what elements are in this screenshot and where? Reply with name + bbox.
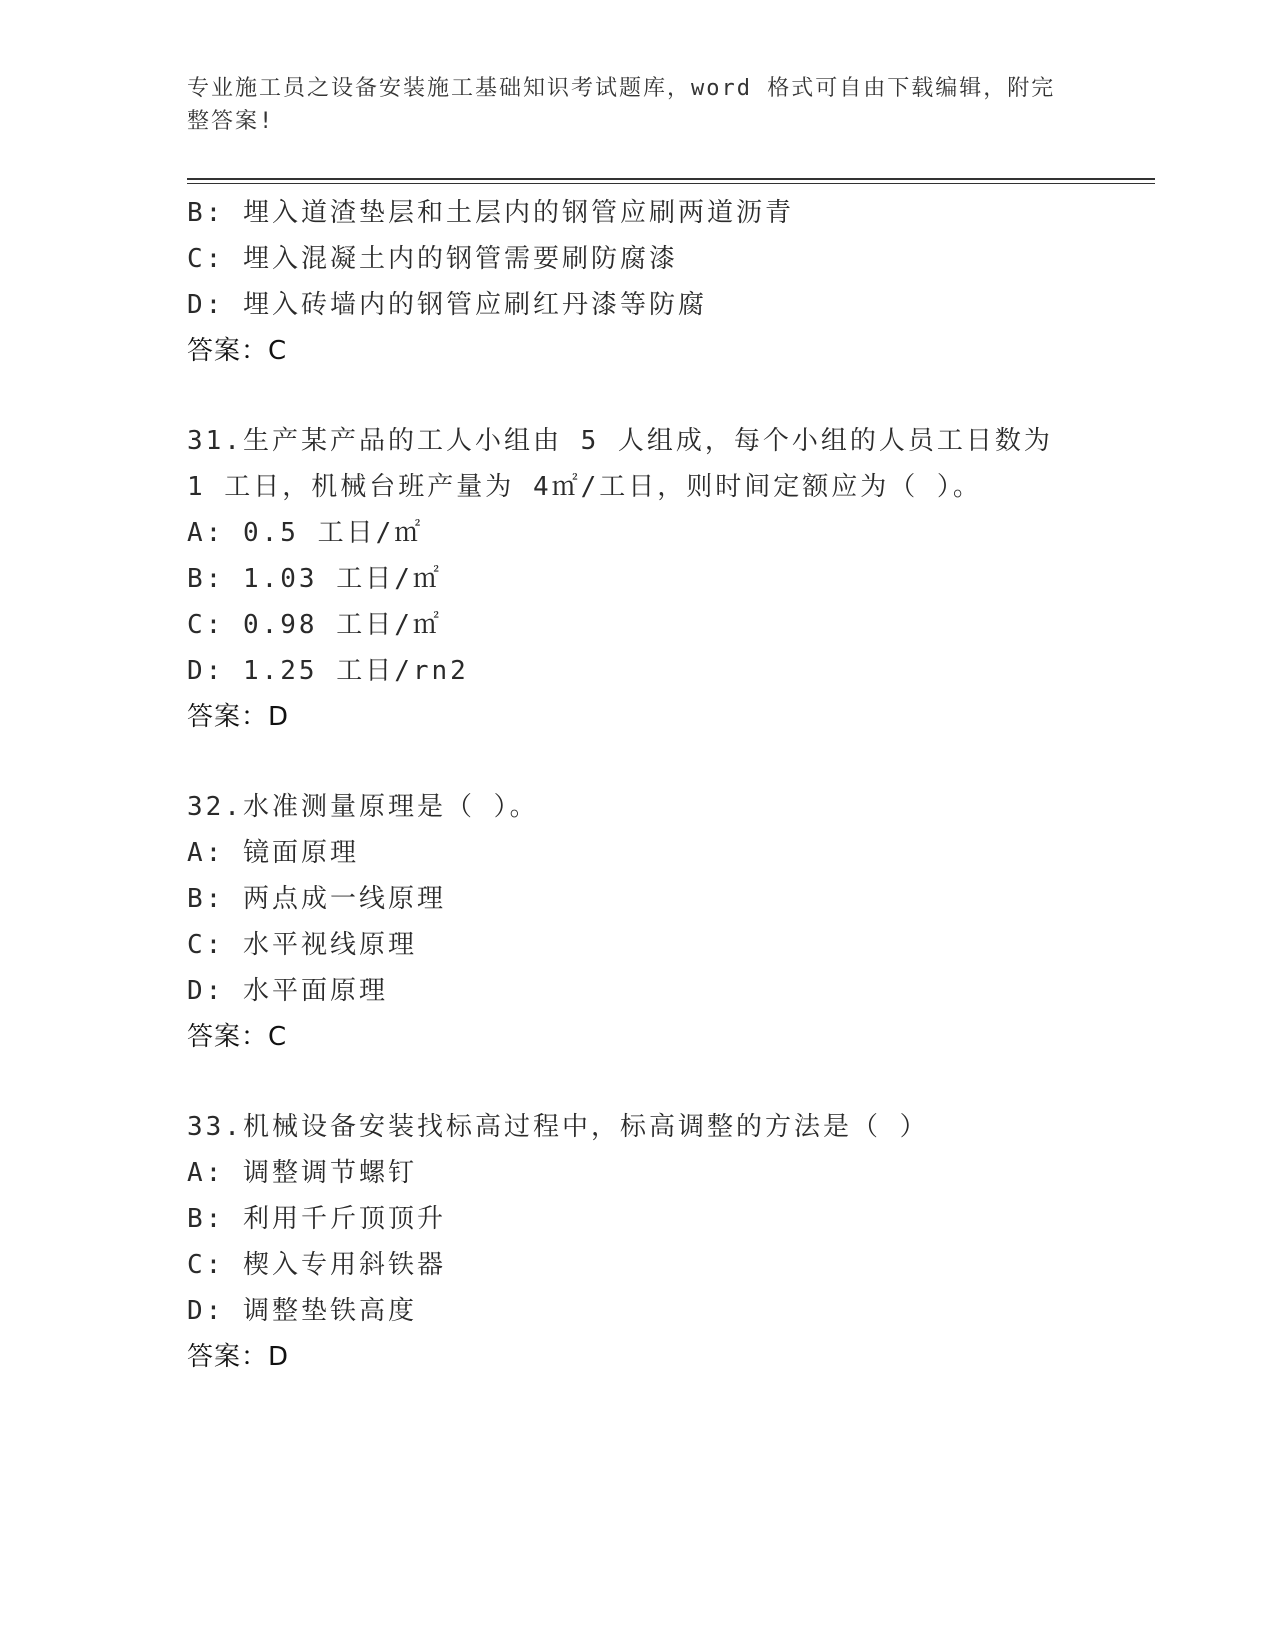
option-d: D: 水平面原理 bbox=[187, 976, 388, 1006]
option-b: B: 两点成一线原理 bbox=[187, 884, 446, 914]
answer: 答案：C bbox=[187, 1022, 288, 1052]
spacer bbox=[187, 740, 1087, 784]
option-d: D: 调整垫铁高度 bbox=[187, 1296, 417, 1326]
question-list bbox=[187, 190, 1087, 1380]
option-c: C: 埋入混凝土内的钢管需要刷防腐漆 bbox=[187, 244, 678, 274]
option-b: B: 利用千斤顶顶升 bbox=[187, 1204, 446, 1234]
question-stem: 32.水准测量原理是（ ）。 bbox=[187, 792, 539, 822]
spacer bbox=[187, 1060, 1087, 1104]
option-c: C: 0.98 工日/㎡ bbox=[187, 610, 442, 640]
question-32 bbox=[187, 784, 1087, 1060]
option-d: D: 埋入砖墙内的钢管应刷红丹漆等防腐 bbox=[187, 290, 707, 320]
question-33 bbox=[187, 1104, 1087, 1380]
option-a: A: 0.5 工日/㎡ bbox=[187, 518, 424, 548]
header-divider-thick bbox=[187, 178, 1155, 180]
option-a: A: 镜面原理 bbox=[187, 838, 359, 868]
option-b: B: 埋入道渣垫层和土层内的钢管应刷两道沥青 bbox=[187, 198, 794, 228]
spacer bbox=[187, 374, 1087, 418]
header-divider-thin bbox=[187, 183, 1155, 184]
option-c: C: 水平视线原理 bbox=[187, 930, 417, 960]
answer: 答案：D bbox=[187, 702, 290, 732]
question-stem: 31.生产某产品的工人小组由 5 人组成，每个小组的人员工日数为 1 工日，机械台班产量为 4㎡/工日，则时间定额应为（ ）。 bbox=[187, 426, 1053, 502]
answer: 答案：D bbox=[187, 1342, 290, 1372]
question-30-continued bbox=[187, 190, 1087, 374]
option-d: D: 1.25 工日/rn2 bbox=[187, 656, 469, 686]
option-b: B: 1.03 工日/㎡ bbox=[187, 564, 442, 594]
option-c: C: 楔入专用斜铁器 bbox=[187, 1250, 446, 1280]
document-header: 专业施工员之设备安装施工基础知识考试题库，word 格式可自由下载编辑，附完整答案! bbox=[187, 76, 1056, 134]
question-31 bbox=[187, 418, 1087, 740]
option-a: A: 调整调节螺钉 bbox=[187, 1158, 417, 1188]
answer: 答案：C bbox=[187, 336, 288, 366]
question-stem: 33.机械设备安装找标高过程中，标高调整的方法是（ ） bbox=[187, 1112, 929, 1142]
